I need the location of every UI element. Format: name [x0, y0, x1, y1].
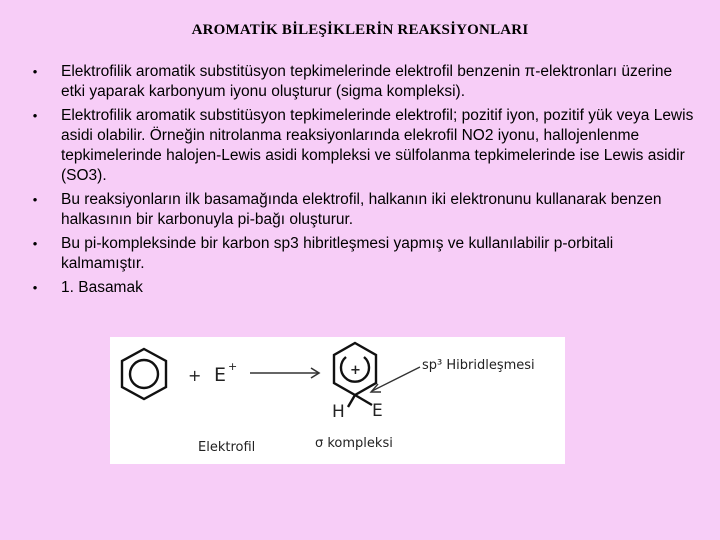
ring-charge: +	[350, 363, 361, 378]
bullet-icon: •	[32, 192, 38, 207]
bullet-item	[28, 62, 700, 102]
reaction-figure	[110, 337, 565, 464]
e-label: E	[372, 401, 383, 421]
reaction-arrow-icon	[250, 368, 319, 378]
bullet-item	[28, 278, 700, 298]
bullet-item	[28, 190, 700, 230]
sp3-label: sp³ Hibridleşmesi	[422, 358, 535, 373]
bullet-icon: •	[32, 108, 38, 123]
electrophile-charge: +	[228, 360, 238, 373]
slide-title: AROMATİK BİLEŞİKLERİN REAKSİYONLARI	[191, 22, 529, 38]
bullet-icon: •	[32, 236, 38, 251]
plus-sign: +	[188, 366, 202, 385]
bullet-item	[28, 106, 700, 186]
bullet-icon: •	[32, 280, 38, 295]
bullet-text: 1. Basamak	[61, 279, 143, 296]
elektrofil-label: Elektrofil	[198, 440, 256, 455]
bullet-text: Bu reaksiyonların ilk basamağında elektrofil, halkanın iki elektronunu kullanarak benzen halkasının bir karbonuyla pi-bağı oluşturur.	[61, 191, 662, 228]
electrophile-label: E	[214, 364, 227, 386]
bullet-list	[28, 62, 700, 302]
bullet-text: Elektrofilik aromatik substitüsyon tepkimelerinde elektrofil; pozitif iyon, pozitif yük veya Lewis asidi olabilir. Örneğin nitrolanma reaksiyonlarında elekrofil NO2 iyonu, hallojenlenme tepkimelerinde halojen-Lewis asidi kompleksi ve sülfolanma tepkimelerinde ise Lewis asidir (SO3).	[61, 107, 694, 184]
bullet-text: Elektrofilik aromatik substitüsyon tepkimelerinde elektrofil benzenin π-elektronları üzerine etki yaparak karbonyum iyonu oluşturur (sigma kompleksi).	[61, 63, 673, 100]
reaction-diagram	[110, 337, 565, 464]
sigma-complex-label: σ kompleksi	[315, 436, 393, 451]
bullet-item	[28, 234, 700, 274]
benzene-ring-icon	[122, 349, 166, 399]
pointer-arrow-icon	[371, 367, 420, 392]
h-label: H	[332, 402, 345, 422]
bullet-text: Bu pi-kompleksinde bir karbon sp3 hibritleşmesi yapmış ve kullanılabilir p-orbitali kalmamıştır.	[61, 235, 614, 272]
bullet-icon: •	[32, 64, 38, 79]
